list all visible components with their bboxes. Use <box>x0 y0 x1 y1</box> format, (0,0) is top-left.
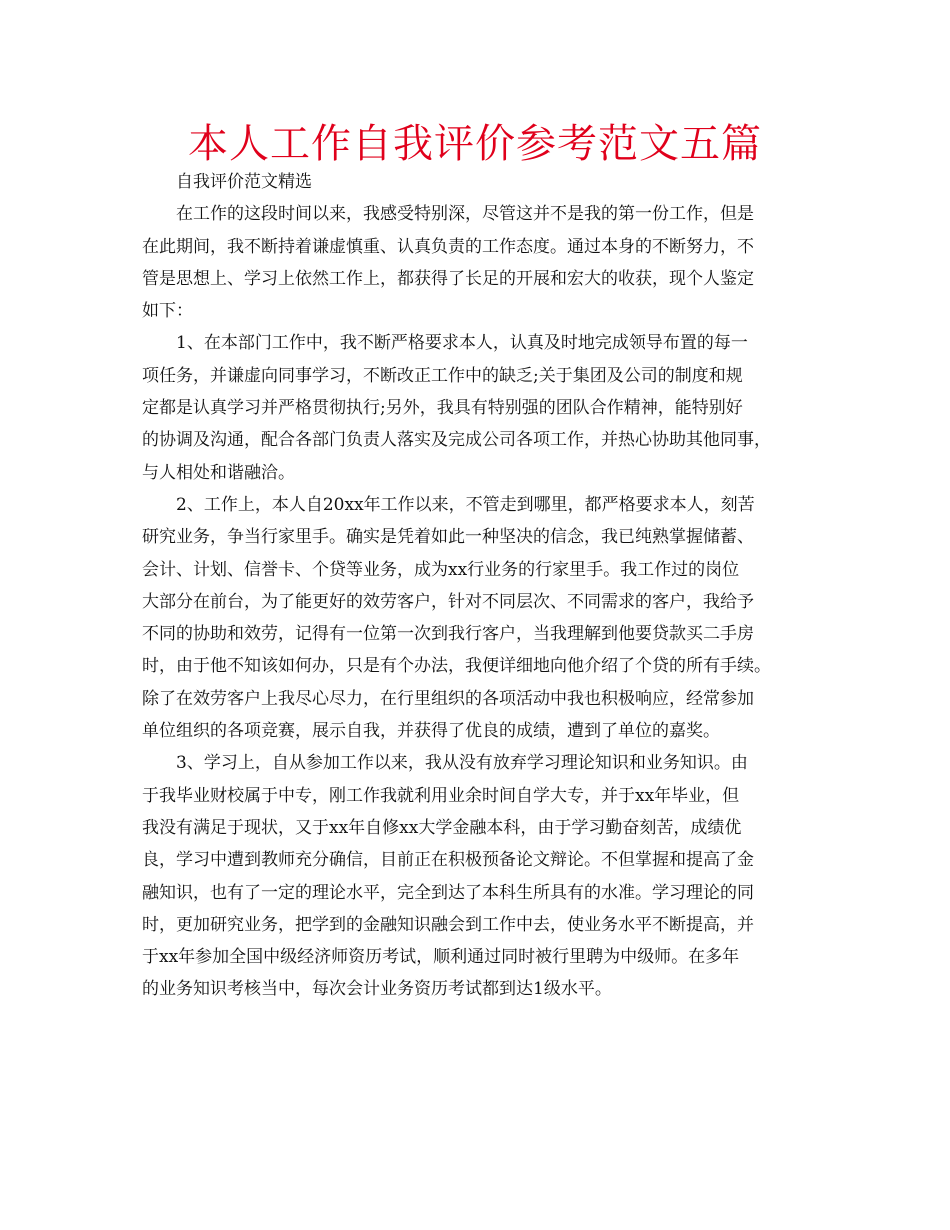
paragraph-line: 于xx年参加全国中级经济师资历考试，顺利通过同时被行里聘为中级师。在多年 <box>142 947 740 968</box>
paragraph-line: 如下： <box>142 301 193 322</box>
paragraph-line: 在此期间，我不断持着谦虚慎重、认真负责的工作态度。通过本身的不断努力，不 <box>142 236 754 257</box>
paragraph-line: 于我毕业财校属于中专，刚工作我就利用业余时间自学大专，并于xx年毕业，但 <box>142 785 740 806</box>
paragraph-line: 的业务知识考核当中，每次会计业务资历考试都到达1级水平。 <box>142 979 612 1000</box>
paragraph-line: 大部分在前台，为了能更好的效劳客户，针对不同层次、不同需求的客户，我给予 <box>142 591 754 612</box>
paragraph-intro <box>142 198 814 327</box>
paragraph-line: 时，更加研究业务，把学到的金融知识融会到工作中去，使业务水平不断提高，并 <box>142 914 754 935</box>
paragraph-line: 良，学习中遭到教师充分确信，目前正在积极预备论文辩论。不但掌握和提高了金 <box>142 850 754 871</box>
paragraph-1 <box>142 327 814 488</box>
document-title: 本人工作自我评价参考范文五篇 <box>188 121 762 167</box>
paragraph-3 <box>142 747 814 1005</box>
paragraph-line: 会计、计划、信誉卡、个贷等业务，成为xx行业务的行家里手。我工作过的岗位 <box>142 559 740 580</box>
paragraph-line: 我没有满足于现状，又于xx年自修xx大学金融本科，由于学习勤奋刻苦，成绩优 <box>142 817 742 838</box>
paragraph-line: 1、在本部门工作中，我不断严格要求本人，认真及时地完成领导布置的每一 <box>176 333 748 354</box>
paragraph-line: 3、学习上，自从参加工作以来，我从没有放弃学习理论知识和业务知识。由 <box>176 753 748 774</box>
paragraph-line: 定都是认真学习并严格贯彻执行;另外，我具有特别强的团队合作精神，能特别好 <box>142 398 743 419</box>
document-subtitle: 自我评价范文精选 <box>176 172 312 192</box>
paragraph-line: 2、工作上，本人自20xx年工作以来，不管走到哪里，都严格要求本人，刻苦 <box>176 494 755 515</box>
paragraph-line: 不同的协助和效劳，记得有一位第一次到我行客户，当我理解到他要贷款买二手房 <box>142 624 754 645</box>
paragraph-line: 研究业务，争当行家里手。确实是凭着如此一种坚决的信念，我已纯熟掌握储蓄、 <box>142 527 754 548</box>
paragraph-line: 项任务，并谦虚向同事学习，不断改正工作中的缺乏;关于集团及公司的制度和规 <box>142 365 743 386</box>
document-body <box>142 166 814 1006</box>
paragraph-line: 融知识，也有了一定的理论水平，完全到达了本科生所具有的水准。学习理论的同 <box>142 882 754 903</box>
paragraph-line: 与人相处和谐融洽。 <box>142 462 295 483</box>
paragraph-line: 在工作的这段时间以来，我感受特别深，尽管这并不是我的第一份工作，但是 <box>176 204 754 225</box>
paragraph-line: 时，由于他不知该如何办，只是有个办法，我便详细地向他介绍了个贷的所有手续。 <box>142 656 771 677</box>
paragraph-line: 管是思想上、学习上依然工作上，都获得了长足的开展和宏大的收获，现个人鉴定 <box>142 268 754 289</box>
paragraph-line: 的协调及沟通，配合各部门负责人落实及完成公司各项工作，并热心协助其他同事， <box>142 430 771 451</box>
paragraph-2 <box>142 489 814 747</box>
paragraph-line: 除了在效劳客户上我尽心尽力，在行里组织的各项活动中我也积极响应，经常参加 <box>142 688 754 709</box>
paragraph-line: 单位组织的各项竞赛，展示自我，并获得了优良的成绩，遭到了单位的嘉奖。 <box>142 721 720 742</box>
